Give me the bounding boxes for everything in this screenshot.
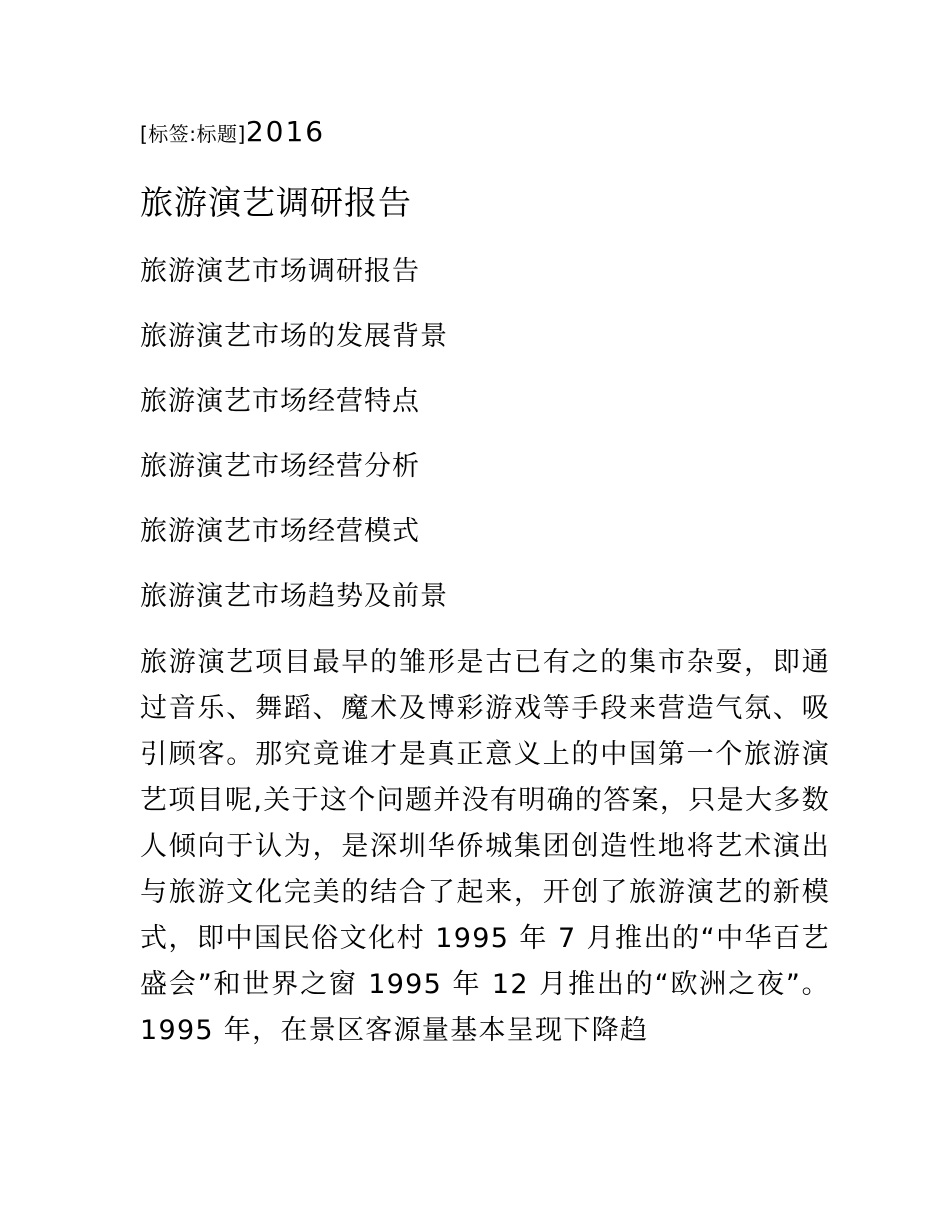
table-of-contents xyxy=(140,250,448,640)
toc-item-development-background: 旅游演艺市场的发展背景 xyxy=(140,321,448,352)
toc-item-market-research-report: 旅游演艺市场调研报告 xyxy=(140,256,420,287)
toc-item-operating-analysis: 旅游演艺市场经营分析 xyxy=(140,451,420,482)
tag-line xyxy=(140,112,325,156)
tag-label: [标签:标题] xyxy=(140,122,246,146)
toc-item-trends-and-prospects: 旅游演艺市场趋势及前景 xyxy=(140,581,448,612)
toc-item-operating-characteristics: 旅游演艺市场经营特点 xyxy=(140,386,420,417)
toc-item-operating-model: 旅游演艺市场经营模式 xyxy=(140,516,420,547)
document-title: 旅游演艺调研报告 xyxy=(140,183,412,222)
body-paragraph: 旅游演艺项目最早的雏形是古已有之的集市杂耍，即通过音乐、舞蹈、魔术及博彩游戏等手段来营造气氛、吸引顾客。那究竟谁才是真正意义上的中国第一个旅游演艺项目呢,关于这个问题并没有明确的答案，只是大多数人倾向于认为，是深圳华侨城集团创造性地将艺术演出与旅游文化完美的结合了起来，开创了旅游演艺的新模式，即中国民俗文化村 1995 年 7 月推出的“中华百艺盛会”和世界之窗 1995 年 12 月推出的“欧洲之夜”。1995 年，在景区客源量基本呈现下降趋 xyxy=(140,647,830,1046)
year-label: 2016 xyxy=(245,115,326,148)
